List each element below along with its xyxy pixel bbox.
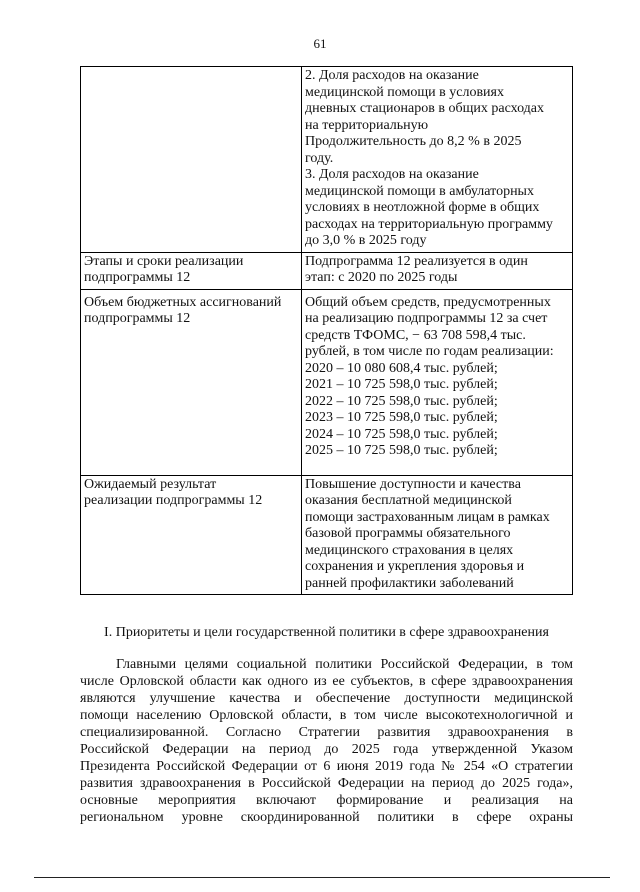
paragraph-line: региональном уровне скоординированной политики в сфере охраны bbox=[80, 810, 573, 825]
paragraph-line: основные мероприятия включают формирование и реализация на bbox=[80, 793, 573, 808]
cell-line: сохранения и укрепления здоровья и bbox=[305, 559, 525, 574]
cell-line: 2. Доля расходов на оказание bbox=[305, 68, 479, 83]
table-cell-value bbox=[302, 67, 573, 253]
table-row bbox=[81, 289, 573, 475]
passport-table bbox=[80, 66, 573, 595]
cell-line: помощи застрахованным лицам в рамках bbox=[305, 509, 550, 525]
cell-line: 2025 – 10 725 598,0 тыс. рублей; bbox=[305, 443, 498, 458]
table-row bbox=[81, 475, 573, 595]
table-cell-label bbox=[81, 289, 302, 475]
cell-line: расходах на территориальную программу bbox=[305, 216, 553, 232]
cell-line: 2023 – 10 725 598,0 тыс. рублей; bbox=[305, 410, 498, 425]
cell-line: средств ТФОМС, − 63 708 598,4 тыс. bbox=[305, 327, 526, 343]
body-paragraph bbox=[80, 656, 573, 826]
cell-line: ранней профилактики заболеваний bbox=[305, 575, 514, 591]
paragraph-line: Президента Российской Федерации от 6 июня 2019 года № 254 «О стратегии bbox=[80, 759, 573, 774]
table-cell-value bbox=[302, 475, 573, 595]
table-row bbox=[81, 252, 573, 289]
paragraph-line: Главными целями социальной политики Российской Федерации, в том bbox=[116, 657, 573, 672]
paragraph-line: помощи населению Орловской области, в том числе высокотехнологичной и bbox=[80, 708, 573, 723]
section-heading: I. Приоритеты и цели государственной политики в сфере здравоохранения bbox=[104, 625, 549, 640]
table-cell-value bbox=[302, 252, 573, 289]
cell-line: реализации подпрограммы 12 bbox=[84, 493, 263, 508]
page-number: 61 bbox=[313, 36, 327, 51]
cell-line: году. bbox=[305, 150, 334, 166]
paragraph-line: развития здравоохранения в Российской Федерации на период до 2025 года», bbox=[80, 776, 573, 791]
cell-line: 2021 – 10 725 598,0 тыс. рублей; bbox=[305, 377, 498, 392]
cell-line: Продолжительность до 8,2 % в 2025 bbox=[305, 134, 522, 149]
cell-line: медицинской помощи в условиях bbox=[305, 84, 504, 100]
cell-line: Повышение доступности и качества bbox=[305, 476, 521, 492]
cell-line: условиях в неотложной форме в общих bbox=[305, 200, 540, 215]
paragraph-line: являются улучшение качества и обеспечение доступности медицинской bbox=[80, 691, 573, 706]
table-cell-label bbox=[81, 475, 302, 595]
cell-line: оказания бесплатной медицинской bbox=[305, 493, 512, 508]
cell-line: 2022 – 10 725 598,0 тыс. рублей; bbox=[305, 393, 498, 409]
cell-line: Ожидаемый результат bbox=[84, 476, 217, 492]
cell-line: медицинского страхования в целях bbox=[305, 542, 514, 558]
paragraph-line: числе Орловской области как одного из ее субъектов, в сфере здравоохранения bbox=[80, 674, 573, 689]
cell-line: медицинской помощи в амбулаторных bbox=[305, 183, 534, 199]
cell-line: на территориальную bbox=[305, 117, 429, 133]
cell-line: Объем бюджетных ассигнований bbox=[84, 294, 282, 310]
cell-line: 3. Доля расходов на оказание bbox=[305, 167, 479, 182]
cell-line: подпрограммы 12 bbox=[84, 311, 191, 326]
cell-line: этап: с 2020 по 2025 годы bbox=[305, 270, 458, 285]
cell-line: на реализацию подпрограммы 12 за счет bbox=[305, 311, 548, 326]
cell-line: базовой программы обязательного bbox=[305, 526, 511, 541]
table-cell-label bbox=[81, 252, 302, 289]
cell-line: 2020 – 10 080 608,4 тыс. рублей; bbox=[305, 360, 498, 376]
cell-line: Этапы и сроки реализации bbox=[84, 253, 244, 269]
table-cell-label bbox=[81, 67, 302, 253]
cell-line: 2024 – 10 725 598,0 тыс. рублей; bbox=[305, 426, 498, 442]
cell-line: Общий объем средств, предусмотренных bbox=[305, 294, 551, 310]
cell-line: до 3,0 % в 2025 году bbox=[305, 233, 427, 248]
cell-line: рублей, в том числе по годам реализации: bbox=[305, 344, 554, 359]
cell-line: дневных стационаров в общих расходах bbox=[305, 101, 545, 116]
paragraph-line: специализированной. Согласно Стратегии развития здравоохранения в bbox=[80, 725, 573, 740]
cell-line: Подпрограмма 12 реализуется в один bbox=[305, 253, 528, 269]
table-row bbox=[81, 67, 573, 253]
paragraph-line: Российской Федерации на период до 2025 года утвержденной Указом bbox=[80, 742, 573, 757]
table-cell-value bbox=[302, 289, 573, 475]
page-bottom-rule bbox=[34, 877, 610, 878]
cell-line: подпрограммы 12 bbox=[84, 270, 191, 285]
